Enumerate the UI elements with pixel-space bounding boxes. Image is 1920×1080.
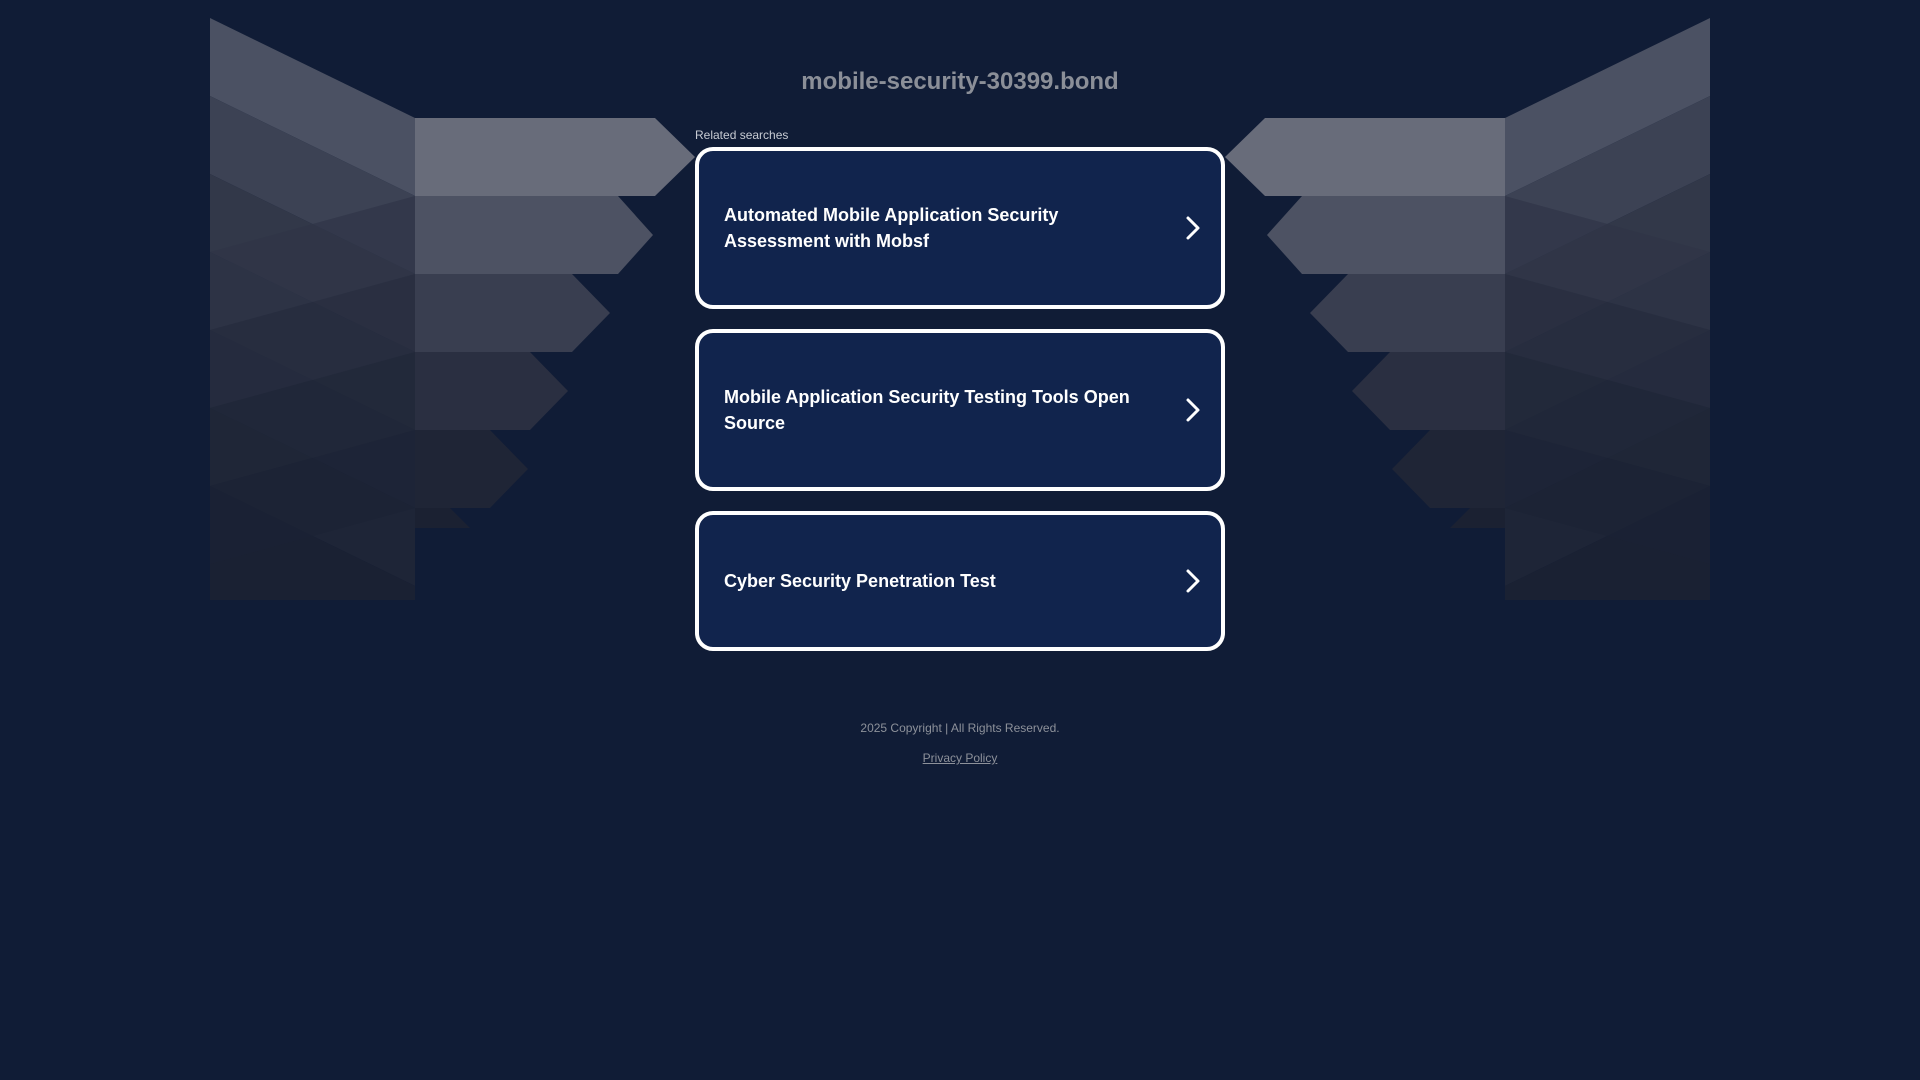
chevron-right-icon xyxy=(1183,397,1203,423)
related-search-item-1[interactable] xyxy=(695,147,1225,309)
related-search-label: Mobile Application Security Testing Tools Open Source xyxy=(724,387,1130,433)
related-search-item-2[interactable] xyxy=(695,329,1225,491)
privacy-policy-link[interactable]: Privacy Policy xyxy=(922,751,998,765)
domain-title: mobile-security-30399.bond xyxy=(801,68,1119,95)
chevron-right-icon xyxy=(1183,568,1203,594)
related-search-label: Cyber Security Penetration Test xyxy=(724,571,996,591)
chevron-right-icon xyxy=(1183,215,1203,241)
copyright-text: 2025 Copyright | All Rights Reserved. xyxy=(860,721,1060,735)
related-search-label: Automated Mobile Application Security Assessment with Mobsf xyxy=(724,205,1059,251)
privacy-policy-container xyxy=(0,750,1920,766)
related-search-item-3[interactable] xyxy=(695,511,1225,651)
related-searches-label: Related searches xyxy=(695,128,789,142)
